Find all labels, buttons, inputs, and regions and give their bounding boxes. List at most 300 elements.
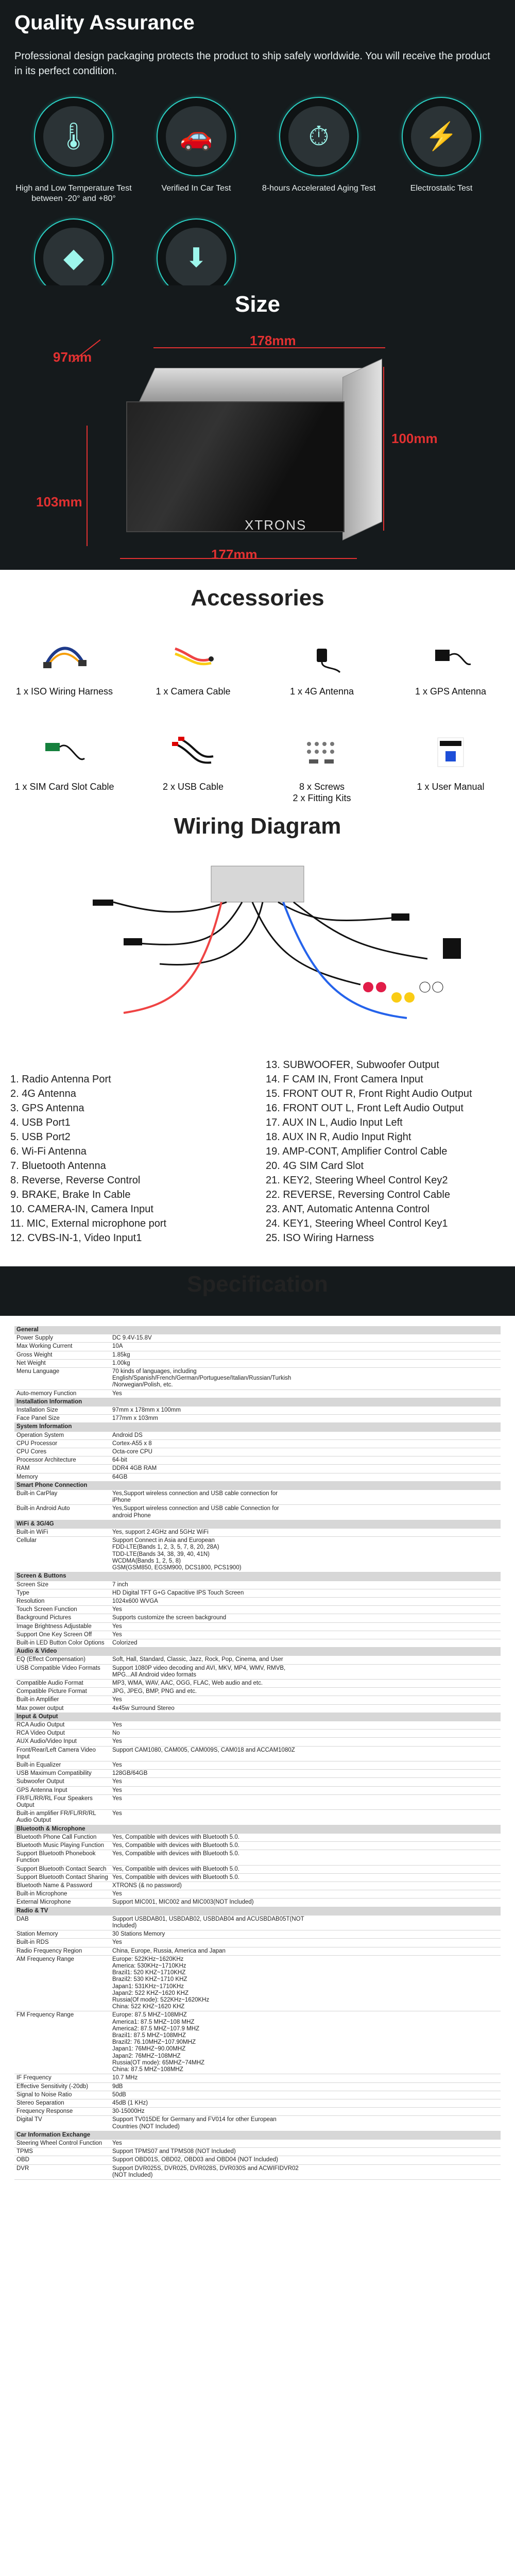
spec-row [14,1639,501,1648]
spec-key: Radio & TV [16,1907,48,1914]
spec-section-header [14,1825,501,1834]
spec-key: AM Frequency Range [16,1956,74,1962]
wiring-list-left [10,1072,252,1245]
spec-value: Europe: 522KHz~1620KHz America: 530KHz~1710KHz Brazil1: 520 KHZ~1710KHZ Brazil2: 530 KHZ~1710 KHZ Japan1: 531KHz~1710KHz Japan2: 522 KHZ~1620 KHZ Russia(Of mode): 522KHz~1620KHz China: 522 KHZ~1620 KHZ [112,1956,210,2010]
spec-key: System Information [16,1423,72,1430]
quality-test-item [135,97,258,204]
spec-key: GPS Antenna Input [16,1787,67,1793]
4g-antenna-icon [258,626,386,686]
wiring-list-item: 2. 4G Antenna [10,1088,76,1099]
spec-row [14,1351,501,1360]
spec-section-header [14,1572,501,1581]
spec-row [14,1688,501,1696]
spec-row [14,2108,501,2116]
spec-value: 7 inch [112,1581,128,1588]
spec-row [14,1390,501,1398]
spec-key: Installation Information [16,1398,82,1405]
accessory-label: 2 x USB Cable [162,782,224,792]
wiring-list-item: 15. FRONT OUT R, Front Right Audio Output [266,1088,472,1099]
spec-key: RCA Video Output [16,1730,65,1737]
spec-key: OBD [16,2157,29,2163]
quality-test-circle [34,97,113,176]
spec-key: AUX Audio/Video Input [16,1738,77,1745]
size-section [0,285,515,570]
wiring-list-item: 20. 4G SIM Card Slot [266,1160,364,1172]
spec-value [110,1482,501,1489]
screen-height-dimension: 103mm [36,494,82,510]
spec-value: Yes, Compatible with devices with Bluetooth 5.0. [112,1834,239,1840]
spec-value: Yes [112,1787,122,1793]
spec-section-header [14,1648,501,1656]
quality-test-label: High and Low Temperature Test between -20° and +80° [15,184,132,203]
spec-value: Supports customize the screen background [112,1615,227,1621]
spec-row [14,1874,501,1882]
spec-value [110,1907,501,1915]
spec-value: DC 9.4V-15.8V [112,1335,152,1342]
spec-key: Built-in LED Button Color Options [16,1639,105,1646]
spec-value: Yes [112,2140,122,2146]
specification-title: Specification [187,1272,328,1297]
wiring-list-item: 16. FRONT OUT L, Front Left Audio Output [266,1103,464,1114]
gps-antenna-icon [386,626,515,686]
spec-value [110,1713,501,1721]
spec-key: IF Frequency [16,2075,52,2081]
spec-row [14,1473,501,1482]
wiring-list-item: 19. AMP-CONT, Amplifier Control Cable [266,1146,448,1157]
spec-value: 97mm x 178mm x 100mm [112,1407,181,1414]
spec-value: Support MIC001, MIC002 and MIC003(NOT Included) [112,1899,254,1906]
spec-row [14,2091,501,2099]
spec-section-header [14,1423,501,1431]
spec-row [14,1440,501,1448]
spec-key: Effective Sensitivity (-20db) [16,2083,89,2090]
spec-key: Bluetooth Phone Call Function [16,1834,97,1840]
spec-value: Support USBDAB01, USBDAB02, USBDAB04 and ACUSBDAB05T(NOT Included) [112,1916,304,1929]
spec-value: Yes [112,1721,122,1728]
spec-value [110,1398,501,1406]
wiring-harness-icon [0,626,129,686]
spec-value: Yes,Support wireless connection and USB cable connection for iPhone [112,1490,278,1504]
spec-row [14,1890,501,1899]
spec-key: Menu Language [16,1368,60,1375]
wiring-diagram-image [5,856,507,1057]
wiring-list-item: 24. KEY1, Steering Wheel Control Key1 [266,1218,448,1229]
accessory-item [258,722,386,804]
spec-key: Built-in Amplifier [16,1697,59,1703]
spec-value: Yes [112,1738,122,1745]
spec-row [14,1360,501,1368]
spec-value [110,1423,501,1431]
quality-test-item [258,97,380,204]
drop-test-icon: ⬇ [166,228,227,289]
spec-key: Background Pictures [16,1615,72,1621]
quality-test-grid [12,97,503,315]
spec-key: DAB [16,1916,29,1922]
wiring-diagram-section [0,809,515,1266]
spec-value: JPG, JPEG, BMP, PNG and etc. [112,1688,197,1695]
spec-key: Built-in Android Auto [16,1505,70,1512]
spec-key: Audio & Video [16,1648,57,1655]
spec-value [110,1572,501,1580]
spec-key: Bluetooth Music Playing Function [16,1842,105,1849]
quality-test-item [12,97,135,204]
spec-key: Processor Architecture [16,1457,76,1464]
spec-key: WiFi & 3G/4G [16,1520,54,1527]
quality-assurance-section [0,0,515,285]
timer-icon: ⏱ [288,106,349,167]
spec-value: 10.7 MHz [112,2075,138,2081]
spec-value: Support TPMS07 and TPMS08 (NOT Included) [112,2148,236,2155]
spec-key: General [16,1327,39,1333]
spec-key: Built-in WiFi [16,1529,48,1536]
spec-key: FR/FL/RR/RL Four Speakers Output [16,1795,93,1808]
spec-key: Max power output [16,1705,64,1711]
spec-key: Screen Size [16,1581,49,1588]
spec-value: Yes [112,1939,122,1946]
spec-key: Subwoofer Output [16,1778,64,1785]
electrostatic-icon: ⚡ [411,106,472,167]
spec-key: Net Weight [16,1360,46,1366]
spec-row [14,1778,501,1786]
spec-value: Yes [112,1795,122,1802]
spec-value: Yes, Compatible with devices with Bluetooth 5.0. [112,1842,239,1849]
spec-value: 1.00kg [112,1360,130,1366]
spec-value: Yes [112,1810,122,1817]
spec-value: Yes [112,1891,122,1897]
wiring-list-item: 8. Reverse, Reverse Control [10,1175,141,1186]
spec-key: Type [16,1589,29,1596]
spec-value: 1024x600 WVGA [112,1598,158,1604]
quality-test-label: Verified In Car Test [161,184,231,193]
spec-value [110,1825,501,1833]
spec-row [14,2099,501,2108]
spec-key: Stereo Separation [16,2099,64,2106]
spec-row [14,1899,501,1907]
spec-value: Yes [112,1631,122,1638]
spec-key: Frequency Response [16,2108,73,2115]
accessories-section [0,570,515,809]
spec-row [14,1770,501,1778]
quality-test-circle [157,97,236,176]
spec-row [14,1581,501,1589]
spec-row [14,1834,501,1842]
spec-row [14,1721,501,1730]
spec-value: 70 kinds of languages, including English/Spanish/French/German/Portuguese/Italian/Russian/Turkish /Norwegian/Polish, etc. [112,1368,291,1388]
spec-key: Auto-memory Function [16,1390,77,1397]
quality-test-label: Electrostatic Test [410,184,473,193]
spec-row [14,1432,501,1440]
spec-row [14,1705,501,1713]
spec-key: Bluetooth & Microphone [16,1825,85,1832]
spec-key: RAM [16,1465,30,1472]
device-chassis-side [342,359,382,540]
wiring-list-item: 18. AUX IN R, Audio Input Right [266,1131,411,1143]
wiring-list-item: 21. KEY2, Steering Wheel Control Key2 [266,1175,448,1186]
spec-key: Radio Frequency Region [16,1947,82,1954]
spec-row [14,1537,501,1572]
spec-key: Support Bluetooth Contact Search [16,1866,107,1872]
spec-row [14,1696,501,1704]
spec-row [14,1916,501,1930]
spec-key: Bluetooth Name & Password [16,1883,93,1889]
screen-width-dimension: 177mm [211,547,258,562]
specification-table [14,1326,501,2180]
accessory-item [386,626,515,697]
spec-key: Built-in amplifier FR/FL/RR/RL Audio Output [16,1810,96,1824]
spec-key: CPU Processor [16,1440,58,1447]
spec-row [14,1415,501,1423]
wiring-list-item: 7. Bluetooth Antenna [10,1160,106,1172]
spec-key: Car Information Exchange [16,2131,91,2138]
spec-row [14,1665,501,1680]
spec-key: Touch Screen Function [16,1606,77,1613]
spec-value: 64GB [112,1473,128,1480]
spec-value [110,1520,501,1528]
spec-key: Front/Rear/Left Camera Video Input [16,1747,96,1760]
spec-row [14,1850,501,1865]
spec-value: Support 1080P video decoding and AVI, MKV, MP4, WMV, RMVB, MPG...All Android video formats [112,1665,286,1678]
spec-key: CPU Cores [16,1449,47,1455]
thermometer-icon: 🌡 [43,106,104,167]
spec-key: Resolution [16,1598,45,1604]
spec-key: TPMS [16,2148,33,2155]
spec-value: Support Connect in Asia and European FDD-LTE(Bands 1, 2, 3, 5, 7, 8, 20, 28A) TDD-LTE(Bands 34, 38, 39, 40, 41N) WCDMA(Bands 1, 2, 5, 8) GSM(GSM850, EGSM900, DCS1800, PCS1900) [112,1537,242,1571]
wiring-list-item: 17. AUX IN L, Audio Input Left [266,1117,403,1128]
spec-row [14,1505,501,1520]
spec-value: Octa-core CPU [112,1449,152,1455]
spec-row [14,1368,501,1390]
device-chassis-top [139,368,372,402]
accessory-item [0,722,129,804]
spec-value: Yes,Support wireless connection and USB cable Connection for android Phone [112,1505,279,1519]
spec-section-header [14,1482,501,1490]
spec-row [14,1448,501,1456]
spec-value: 1.85kg [112,1351,130,1358]
spec-value: Yes [112,1606,122,1613]
wiring-list-item: 13. SUBWOOFER, Subwoofer Output [266,1059,439,1071]
spec-section-header [14,1326,501,1334]
spec-row [14,1730,501,1738]
impact-icon: ◆ [43,228,104,289]
spec-row [14,1680,501,1688]
spec-row [14,1606,501,1614]
brand-logo: XTRONS [245,517,307,533]
height-dimension-line [383,367,385,531]
spec-key: Built-in RDS [16,1939,49,1946]
spec-key: Input & Output [16,1713,58,1720]
accessory-item [386,722,515,804]
spec-row [14,1930,501,1939]
spec-key: Memory [16,1473,38,1480]
camera-cable-icon [129,626,258,686]
car-icon: 🚗 [166,106,227,167]
device-screen [126,401,345,532]
spec-row [14,2011,501,2074]
width-dimension: 178mm [250,333,296,348]
spec-key: Digital TV [16,2116,42,2123]
quality-assurance-title: Quality Assurance [14,11,195,34]
spec-key: Support One Key Screen Off [16,1631,92,1638]
sim-cable-icon [0,722,129,781]
wiring-list-item: 3. GPS Antenna [10,1103,84,1114]
spec-value: Support OBD01S, OBD02, OBD03 and OBD04 (NOT Included) [112,2157,278,2163]
accessories-grid [0,626,515,804]
spec-value: Support DVR025S, DVR025, DVR028S, DVR030S and ACWIFIDVR02 (NOT Included) [112,2165,299,2178]
spec-row [14,1761,501,1770]
spec-key: Support Bluetooth Phonebook Function [16,1851,96,1864]
spec-value: 50dB [112,2091,126,2098]
spec-value: HD Digital TFT G+G Capacitive IPS Touch Screen [112,1589,244,1596]
spec-key: DVR [16,2165,29,2172]
spec-row [14,2074,501,2082]
size-title: Size [234,292,281,317]
spec-row [14,2116,501,2131]
spec-value: Yes [112,1697,122,1703]
accessory-label: 1 x ISO Wiring Harness [15,686,113,697]
spec-key: Built-in CarPlay [16,1490,58,1497]
accessory-label: 1 x User Manual [417,782,485,792]
spec-row [14,1631,501,1639]
spec-key: EQ (Effect Compensation) [16,1656,86,1663]
quality-test-circle [279,97,358,176]
spec-key: Station Memory [16,1931,58,1938]
spec-value: Yes, support 2.4GHz and 5GHz WiFi [112,1529,209,1536]
accessory-item [258,626,386,697]
spec-row [14,1866,501,1874]
accessory-label: 1 x Camera Cable [156,686,231,697]
spec-row [14,1529,501,1537]
spec-row [14,1842,501,1850]
spec-value: XTRONS (& no password) [112,1883,182,1889]
spec-value: Yes [112,1623,122,1630]
height-dimension: 100mm [391,431,438,446]
spec-row [14,1747,501,1761]
spec-row [14,1787,501,1795]
wiring-list-item: 22. REVERSE, Reversing Control Cable [266,1189,450,1200]
accessory-label: 1 x 4G Antenna [289,686,354,697]
spec-row [14,1406,501,1415]
spec-value: No [112,1730,120,1737]
spec-row [14,2165,501,2180]
spec-value: Europe: 87.5 MHZ~108MHZ America1: 87.5 MHZ~108 MHZ America2: 87.5 MHZ~107.9 MHZ Brazil1: 87.5 MHZ~108MHZ Brazil2: 76.10MHZ~107.90MHZ Japan1: 76MHZ~90.00MHZ Japan2: 76MHZ~108MHZ Russia(OT mode): 65MHZ~74MHZ China: 87.5 MHZ~108MHZ [112,2012,205,2073]
spec-row [14,2148,501,2156]
spec-key: Max Working Current [16,1343,73,1350]
spec-value: 9dB [112,2083,123,2090]
spec-section-header [14,1520,501,1529]
spec-key: FM Frequency Range [16,2012,74,2019]
car-stereo-device-image [106,352,404,553]
spec-value: 177mm x 103mm [112,1415,158,1422]
spec-value: Yes, Compatible with devices with Bluetooth 5.0. [112,1851,239,1857]
spec-row [14,1465,501,1473]
spec-key: Steering Wheel Control Function [16,2140,102,2146]
spec-row [14,1589,501,1598]
accessory-label: 1 x SIM Card Slot Cable [14,782,114,792]
spec-row [14,1795,501,1810]
accessory-item [129,722,258,804]
spec-row [14,1656,501,1664]
spec-key: Cellular [16,1537,37,1544]
wiring-list-item: 1. Radio Antenna Port [10,1074,111,1085]
user-manual-icon [386,722,515,781]
spec-value: Yes [112,1761,122,1768]
spec-key: Image Brightness Adjustable [16,1623,92,1630]
spec-value [110,1326,501,1334]
spec-row [14,2083,501,2091]
spec-value: MP3, WMA, WAV, AAC, OGG, FLAC, Web audio and etc. [112,1680,263,1686]
wiring-list-item: 11. MIC, External microphone port [10,1218,167,1229]
spec-section-header [14,1713,501,1721]
accessory-label: 8 x Screws 2 x Fitting Kits [293,782,351,803]
spec-value: Colorized [112,1639,138,1646]
wiring-list-item: 10. CAMERA-IN, Camera Input [10,1204,153,1215]
spec-key: USB Maximum Compatibility [16,1770,92,1777]
depth-dimension: 97mm [53,349,92,365]
quality-test-label: 8-hours Accelerated Aging Test [262,184,376,193]
spec-value: 64-bit [112,1457,127,1464]
wiring-list-item: 25. ISO Wiring Harness [266,1232,374,1244]
spec-row [14,1947,501,1956]
spec-value: 10A [112,1343,123,1350]
spec-key: Face Panel Size [16,1415,60,1422]
spec-value: 4x45w Surround Stereo [112,1705,175,1711]
spec-value: 128GB/64GB [112,1770,148,1777]
spec-key: Built-in Equalizer [16,1761,61,1768]
spec-key: Operation System [16,1432,64,1438]
accessory-label: 1 x GPS Antenna [415,686,487,697]
accessories-title: Accessories [191,585,324,611]
spec-key: Compatible Picture Format [16,1688,87,1695]
accessory-item [0,626,129,697]
spec-key: Built-in Microphone [16,1891,67,1897]
wiring-list-item: 14. F CAM IN, Front Camera Input [266,1074,423,1085]
spec-value [110,2131,501,2139]
spec-value: 30-15000Hz [112,2108,145,2115]
spec-value: Yes, Compatible with devices with Bluetooth 5.0. [112,1866,239,1872]
spec-key: RCA Audio Output [16,1721,65,1728]
spec-key: Power Supply [16,1335,53,1342]
spec-key: Gross Weight [16,1351,53,1358]
spec-key: Screen & Buttons [16,1573,66,1580]
spec-key: Signal to Noise Ratio [16,2091,72,2098]
usb-cable-icon [129,722,258,781]
spec-row [14,1598,501,1606]
spec-key: Support Bluetooth Contact Sharing [16,1874,108,1880]
accessory-item [129,626,258,697]
spec-row [14,1614,501,1622]
wiring-list-item: 9. BRAKE, Brake In Cable [10,1189,131,1200]
wiring-diagram-title: Wiring Diagram [174,814,341,839]
spec-value: China, Europe, Russia, America and Japan [112,1947,226,1954]
wiring-list-item: 6. Wi-Fi Antenna [10,1146,87,1157]
wiring-list-item: 5. USB Port2 [10,1131,71,1143]
spec-row [14,1738,501,1746]
spec-row [14,1490,501,1505]
spec-key: External Microphone [16,1899,71,1906]
screen-height-line [87,426,89,546]
spec-row [14,1882,501,1890]
screws-icon [258,722,386,781]
spec-row [14,1456,501,1465]
spec-value: Yes [112,1390,122,1397]
wiring-list-right [266,1058,508,1245]
spec-value: Support TV015DE for Germany and FV014 for other European Countries (NOT Included) [112,2116,277,2130]
quality-test-item [380,97,503,204]
spec-value: 45dB (1 KHz) [112,2099,148,2106]
spec-row [14,1956,501,2012]
spec-value: DDR4 4GB RAM [112,1465,157,1472]
spec-key: Installation Size [16,1407,58,1414]
